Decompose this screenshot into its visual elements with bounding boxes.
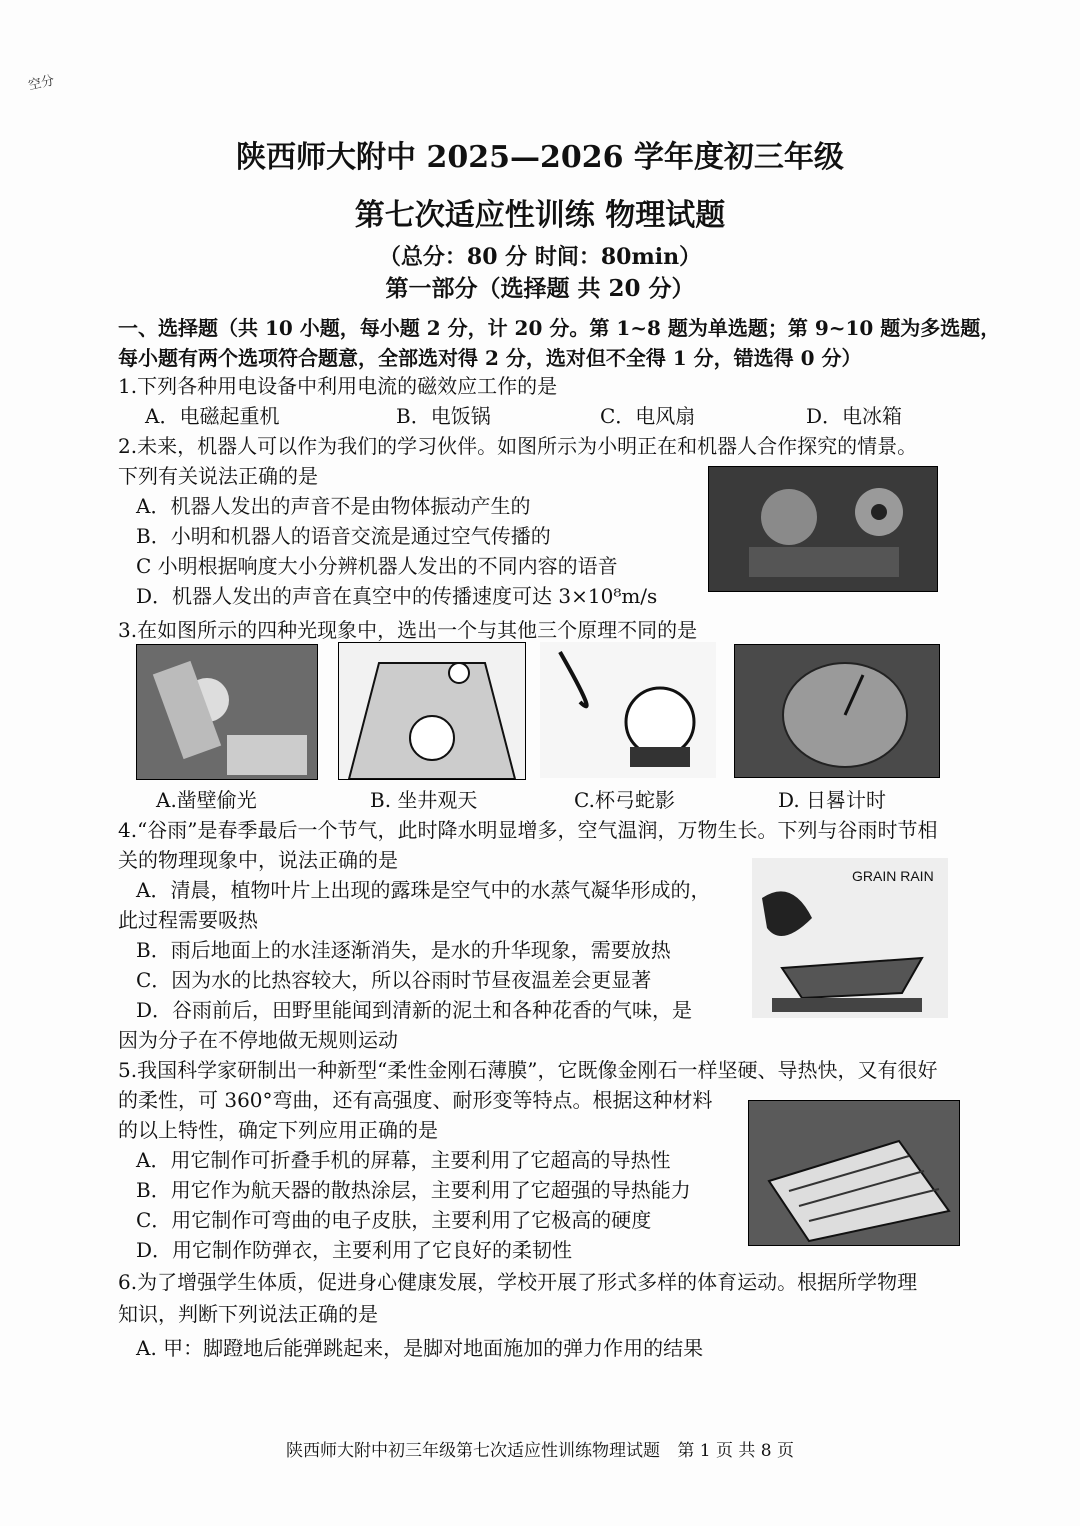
robot-image <box>708 466 938 592</box>
q4-option-a-line1: A．清晨，植物叶片上出现的露珠是空气中的水蒸气凝华形成的， <box>136 878 711 902</box>
q2-option-b: B．小明和机器人的语音交流是通过空气传播的 <box>136 524 551 548</box>
q5-stem-line1: 5.我国科学家研制出一种新型“柔性金刚石薄膜”，它既像金刚石一样坚硬、导热快，又有很好 <box>118 1058 938 1082</box>
q3-image-a <box>136 644 318 780</box>
q1-option-b: B．电饭锅 <box>396 404 491 428</box>
q1-stem: 1.下列各种用电设备中利用电流的磁效应工作的是 <box>118 374 558 398</box>
q6-stem-line2: 知识，判断下列说法正确的是 <box>118 1302 378 1326</box>
instructions-line1: 一、选择题（共 10 小题，每小题 2 分，计 20 分。第 1~8 题为单选题；第 9~10 题为多选题， <box>118 316 1001 340</box>
q4-option-b: B．雨后地面上的水洼逐渐消失，是水的升华现象，需要放热 <box>136 938 671 962</box>
corner-mark: 空分 <box>27 73 56 94</box>
footer-page-number: 第 1 页 共 8 页 <box>677 1441 795 1461</box>
page-footer <box>0 1436 1080 1461</box>
sundial-icon <box>735 645 939 777</box>
part-one-heading: 第一部分（选择题 共 20 分） <box>385 275 695 302</box>
boy-reading-icon <box>137 645 317 779</box>
q4-stem-line1: 4.“谷雨”是春季最后一个节气，此时降水明显增多，空气温润，万物生长。下列与谷雨时节相 <box>118 818 938 842</box>
q2-stem-line1: 2.未来，机器人可以作为我们的学习伙伴。如图所示为小明正在和机器人合作探究的情景。 <box>118 434 918 458</box>
q4-option-a-line2: 此过程需要吸热 <box>118 908 258 932</box>
q4-option-d-line1: D．谷雨前后，田野里能闻到清新的泥土和各种花香的气味，是 <box>136 998 693 1022</box>
q3-caption-a: A.凿壁偷光 <box>156 788 257 812</box>
q3-caption-c: C.杯弓蛇影 <box>574 788 675 812</box>
q5-stem-line3: 的以上特性，确定下列应用正确的是 <box>118 1118 438 1142</box>
grain-rain-poster <box>752 858 948 1018</box>
q5-option-b: B．用它作为航天器的散热涂层，主要利用了它超强的导热能力 <box>136 1178 691 1202</box>
q2-stem-line2: 下列有关说法正确的是 <box>118 464 318 488</box>
q4-option-c: C．因为水的比热容较大，所以谷雨时节昼夜温差会更显著 <box>136 968 652 992</box>
q6-stem-line1: 6.为了增强学生体质，促进身心健康发展，学校开展了形式多样的体育运动。根据所学物理 <box>118 1270 918 1294</box>
q3-image-d <box>734 644 940 778</box>
robot-scene-icon <box>709 467 937 591</box>
score-time: （总分：80 分 时间：80min） <box>378 244 702 270</box>
q5-stem-line2: 的柔性，可 360°弯曲，还有高强度、耐形变等特点。根据这种材料 <box>118 1088 713 1112</box>
q3-image-c <box>540 642 716 778</box>
q3-caption-b: B. 坐井观天 <box>370 788 478 812</box>
q5-option-c: C．用它制作可弯曲的电子皮肤，主要利用了它极高的硬度 <box>136 1208 652 1232</box>
q1-option-c: C．电风扇 <box>600 404 696 428</box>
q2-option-a: A．机器人发出的声音不是由物体振动产生的 <box>136 494 531 518</box>
q5-option-a: A．用它制作可折叠手机的屏幕，主要利用了它超高的导热性 <box>136 1148 671 1172</box>
q1-option-d: D．电冰箱 <box>806 404 903 428</box>
instructions-line2: 每小题有两个选项符合题意，全部选对得 2 分，选对但不全得 1 分，错选得 0 分） <box>118 346 862 370</box>
q2-option-c: C 小明根据响度大小分辨机器人发出的不同内容的语音 <box>136 554 618 578</box>
q3-image-b <box>338 642 526 780</box>
bow-in-cup-icon <box>540 642 716 778</box>
q3-caption-d: D. 日晷计时 <box>778 788 887 812</box>
exam-subtitle: 第七次适应性训练 物理试题 <box>354 198 726 233</box>
q2-option-d: D．机器人发出的声音在真空中的传播速度可达 3×10⁸m/s <box>136 584 658 608</box>
diamond-film-image <box>748 1100 960 1246</box>
q6-option-a: A. 甲：脚蹬地后能弹跳起来，是脚对地面施加的弹力作用的结果 <box>136 1336 704 1360</box>
exam-title: 陕西师大附中 2025—2026 学年度初三年级 <box>236 140 844 175</box>
frog-in-well-icon <box>339 643 525 779</box>
grain-rain-label: GRAIN RAIN <box>852 868 934 884</box>
q4-stem-line2: 关的物理现象中，说法正确的是 <box>118 848 398 872</box>
q1-option-a: A．电磁起重机 <box>145 404 280 428</box>
q4-option-d-line2: 因为分子在不停地做无规则运动 <box>118 1028 398 1052</box>
q3-stem: 3.在如图所示的四种光现象中，选出一个与其他三个原理不同的是 <box>118 618 698 642</box>
diamond-film-icon <box>749 1101 959 1245</box>
footer-title: 陕西师大附中初三年级第七次适应性训练物理试题 <box>285 1441 660 1461</box>
q5-option-d: D．用它制作防弹衣，主要利用了它良好的柔韧性 <box>136 1238 573 1262</box>
